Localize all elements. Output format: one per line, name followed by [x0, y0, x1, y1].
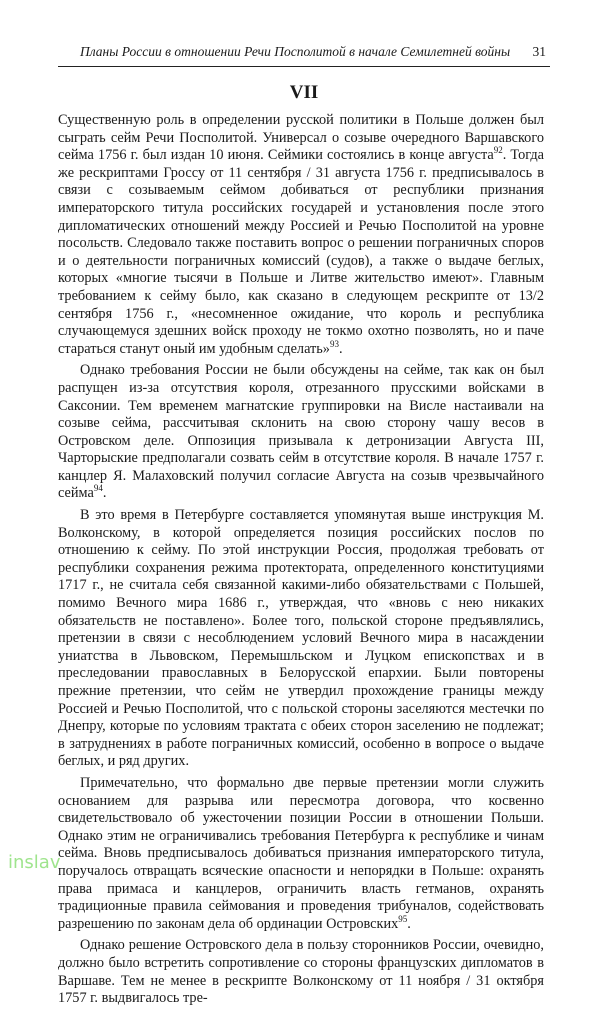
- body-text: [58, 112, 544, 1012]
- page-number: 31: [532, 44, 546, 59]
- footnote-ref[interactable]: 95: [398, 913, 408, 924]
- paragraph-text: .: [338, 340, 343, 357]
- paragraph-text: . Тогда же рескриптами Гроссу от 11 сентября / 31 августа 1756 г. предписывалось в связи с созываемым сеймом добиваться от республики признания императорского титула российских государей и установления после этого дипломатических отношений между Россией и Речью Посполитой на уровне посольств. Следовало также поставить вопрос о решении пограничных споров и о деятельности пограничных комиссий (судов), а также о выдаче беглых, которых «многие тысячи в Польше и Литве жительство имеют». Главным требованием к сейму было, как сказано в следующем рескрипте от 13/2 сентября 1756 г., «несомненное ожидание, что король и республика случающемуся здешних войск проходу не токмо охотно позволять, но и паче стараться станут оный им удобным сделать»: [58, 147, 544, 357]
- paragraph-text: Однако требования России не были обсуждены на сейме, так как он был распущен из-за отсутствия короля, отрезанного прусскими войсками в Саксонии. Тем временем магнатские группировки на Висле настаивали на созыве сейма, рассчитывая склонить на свою сторону чашу весов в Островском деле. Оппозиция призывала к детронизации Августа III, Чарторыские предполагали созвать сейм в отсутствие короля. В начале 1757 г. канцлер Я. Малаховский получил согласие Августа на созыв чрезвычайного сейма: [58, 362, 544, 502]
- paragraph: [58, 362, 544, 503]
- paragraph-text: Однако решение Островского дела в пользу сторонников России, очевидно, должно было встретить сопротивление со стороны французских дипломатов в Варшаве. Тем не менее в рескрипте Волконскому от 11 ноября / 31 октября 1757 г. выдвигалось тре-: [58, 937, 544, 1007]
- footnote-ref[interactable]: 93: [329, 338, 339, 349]
- paragraph: [58, 112, 544, 358]
- running-head: [80, 36, 550, 68]
- paragraph-text: Примечательно, что формально две первые претензии могли служить основанием для разрыва или пересмотра договора, что косвенно свидетельствовало об ужесточении позиции России в отношении Польши. Однако этим не ограничивались требования Петербурга к республике и чинам сейма. Вновь предписывалось добиваться признания императорского титула, поручалось отвращать всяческие опасности и непорядки в Польше: охранять права примаса и канцлеров, ограничить власть гетманов, охранять традиционные правила сеймования и проведения трибуналов, содействовать разрешению по законам дела об ординации Островских: [58, 774, 544, 932]
- running-head-title: Планы России в отношении Речи Посполитой в начале Семилетней войны: [80, 44, 511, 59]
- watermark-text: inslav: [8, 852, 61, 873]
- paragraph-text: .: [407, 915, 411, 932]
- footnote-ref[interactable]: 92: [493, 145, 503, 156]
- paragraph: [58, 937, 544, 1007]
- paragraph-text: В это время в Петербурге составляется упомянутая выше инструкция М. Волконскому, в которой определяется позиция российских послов по отношению к сейму. По этой инструкции Россия, продолжая требовать от республики сохранения режима протектората, определенного конституциями 1717 г., не считала себя связанной какими-либо обязательствами с Польшей, помимо Вечного мира 1686 г., утверждая, что «вновь с нею никаких обязательств не поставлено». Более того, польской стороне предъявлялись, претензии в связи с несоблюдением условий Вечного мира в насаждении униатства в Львовском, Перемышльском и Луцком епископствах и в преследовании православных в Белорусской епархии. Были повторены прежние претензии, что сейм не утвердил прохождение границы между Россией и Речью Посполитой, что с польской стороны заселяются местечки по Днепру, которые по условиям трактата с обеих сторон заселению не подлежат; в затруднениях в работе пограничных комиссий, особенно в вопросе о выдаче беглых, и ряд других.: [58, 507, 544, 770]
- header-divider: [58, 66, 550, 67]
- paragraph-text: Существенную роль в определении русской политики в Польше должен был сыграть сейм Речи Посполитой. Универсал о созыве очередного Варшавского сейма 1756 г. был издан 10 июня. Сеймики состоялись в конце августа: [58, 112, 544, 164]
- paragraph: [58, 507, 544, 771]
- paragraph-text: .: [102, 485, 107, 502]
- paragraph: [58, 775, 544, 933]
- chapter-heading: VII: [289, 82, 319, 103]
- footnote-ref[interactable]: 94: [93, 483, 103, 494]
